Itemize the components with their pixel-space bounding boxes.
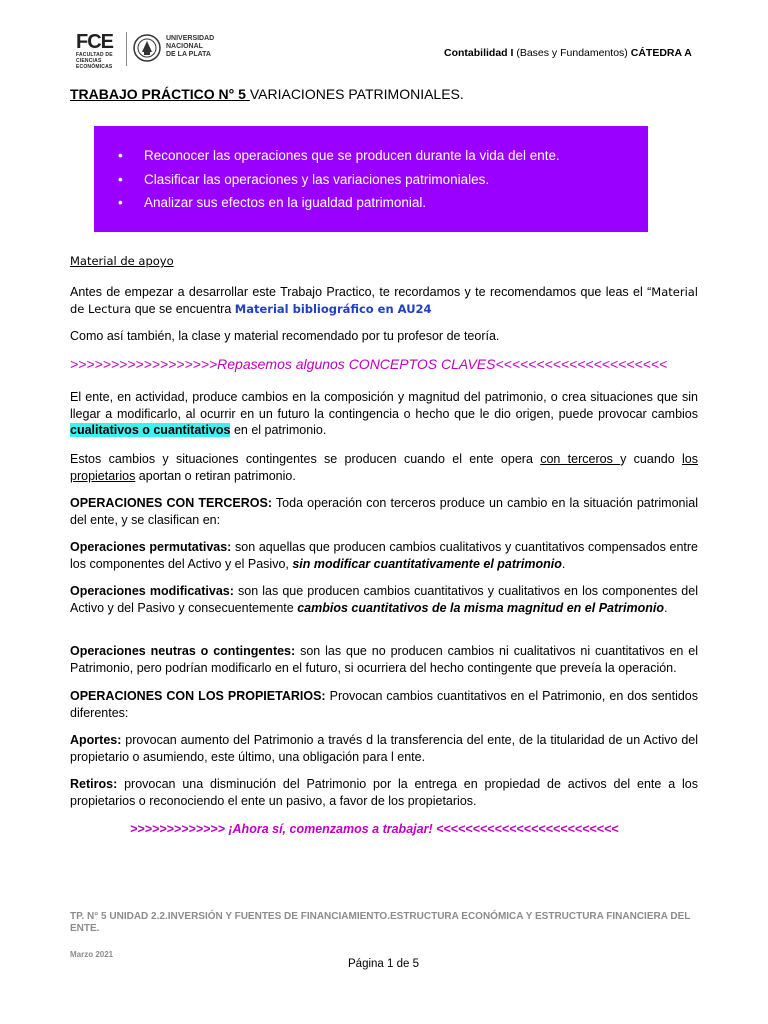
modificativas-emphasis: cambios cuantitativos de la misma magnitud en el Patrimonio — [297, 600, 664, 615]
aportes-text: provocan aumento del Patrimonio a través d la transferencia del ente, de la titularidad de un Activo del propietario o asumiendo, este último, una obligación para l ente. — [70, 733, 698, 764]
aportes-label: Aportes: — [70, 733, 122, 747]
concepts-p2-b: y cuando — [620, 452, 682, 466]
objectives-box — [94, 126, 648, 232]
fce-logo-sub1: FACULTAD DE CIENCIAS — [76, 52, 113, 64]
material-p1-a: Antes de empezar a desarrollar este Trabajo Practico, te recordamos y te recomendamos que leas el “ — [70, 285, 652, 299]
propietarios-paragraph — [70, 688, 698, 721]
concepts-p2-a: Estos cambios y situaciones contingentes se producen cuando el ente opera — [70, 452, 541, 466]
footer-date: Marzo 2021 — [70, 950, 114, 959]
propietarios-text: Provocan cambios cuantitativos en el Patrimonio, en dos sentidos diferentes: — [70, 689, 699, 720]
modificativas-label: Operaciones modificativas: — [70, 584, 234, 598]
permutativas-end: . — [561, 556, 566, 571]
aportes-paragraph — [70, 732, 698, 765]
unlp-seal-icon — [132, 32, 162, 64]
material-paragraph-2: Como así también, la clase y material recomendado por tu profesor de teoría. — [70, 329, 500, 343]
unlp-line2: NACIONAL — [166, 43, 203, 50]
fce-logo-sub2: ECONÓMICAS — [76, 64, 113, 70]
neutras-label: Operaciones neutras o contingentes: — [70, 644, 296, 658]
objective-item — [118, 168, 560, 192]
title-normal: VARIACIONES PATRIMONIALES. — [249, 86, 464, 102]
material-p1-b: Material de Lectura — [70, 285, 698, 316]
terceros-label: OPERACIONES CON TERCEROS: — [70, 496, 273, 510]
start-working-banner: >>>>>>>>>>>>> ¡Ahora sí, comenzamos a trabajar! <<<<<<<<<<<<<<<<<<<<<<<<< — [130, 822, 619, 836]
modificativas-text: son las que producen cambios cuantitativos y cualitativos en los componentes del Activo y del Pasivo y consecuentemente — [70, 584, 698, 615]
logo-divider — [126, 32, 127, 66]
material-p1-c: que se encuentra — [131, 301, 235, 316]
modificativas-paragraph — [70, 583, 698, 616]
title-bold: TRABAJO PRÁCTICO N° 5 — [70, 86, 250, 102]
unlp-line1: UNIVERSIDAD — [166, 35, 215, 42]
objectives-list — [118, 144, 560, 215]
concepts-banner: >>>>>>>>>>>>>>>>>>Repasemos algunos CONCEPTOS CLAVES<<<<<<<<<<<<<<<<<<<<< — [70, 356, 668, 372]
concepts-p1-a: El ente, en actividad, produce cambios en la composición y magnitud del patrimonio, o crea situaciones que sin llegar a modificarlo, al ocurrir en un futuro la contingencia o hecho que le dio origen, puede provocar cambios — [70, 390, 698, 421]
material-paragraph — [70, 284, 698, 317]
page-title — [70, 86, 464, 102]
fce-logo-letters: FCE — [76, 31, 113, 53]
retiros-label: Retiros: — [70, 777, 118, 791]
concepts-paragraph-2 — [70, 451, 698, 484]
page-number: Página 1 de 5 — [348, 958, 419, 970]
objective-item — [118, 144, 560, 168]
objective-text: Reconocer las operaciones que se producen durante la vida del ente. — [144, 148, 560, 163]
concepts-p2-u1: con terceros — [540, 452, 621, 466]
objective-text: Clasificar las operaciones y las variaciones patrimoniales. — [144, 171, 490, 187]
course-catedra: CÁTEDRA A — [630, 47, 692, 59]
concepts-paragraph-1 — [70, 389, 698, 439]
permutativas-paragraph — [70, 539, 698, 572]
permutativas-text: son aquellas que producen cambios cualitativos y cuantitativos compensados entre los componentes del Activo y el Pasivo, — [70, 540, 699, 571]
propietarios-label: OPERACIONES CON LOS PROPIETARIOS: — [70, 689, 326, 703]
unlp-line3: DE LA PLATA — [166, 51, 211, 58]
fce-logo — [76, 31, 122, 70]
neutras-text: son las que no producen cambios ni cualitativos ni cuantitativos en el Patrimonio, pero podrían modificarlo en el futuro, si ocurriera del hecho contingente que preveía la operación. — [70, 644, 698, 675]
terceros-text: Toda operación con terceros produce un cambio en la situación patrimonial del ente, y se clasifican en: — [70, 496, 698, 527]
concepts-p2-c: aportan o retiran patrimonio. — [135, 468, 296, 483]
material-link[interactable]: Material bibliográfico en AU24 — [234, 301, 432, 316]
highlighted-term: cualitativos o cuantitativos — [70, 423, 231, 437]
footer-unit-title: TP. N° 5 UNIDAD 2.2.INVERSIÓN Y FUENTES DE FINANCIAMIENTO.ESTRUCTURA ECONÓMICA Y ESTRUCTURA FINANCIERA DEL ENTE. — [70, 911, 691, 934]
permutativas-emphasis: sin modificar cuantitativamente el patrimonio — [292, 556, 562, 571]
retiros-text: provocan una disminución del Patrimonio por la entrega en propiedad de activos del ente a los propietarios o reconociendo el ente un pasivo, a favor de los propietarios. — [70, 777, 698, 808]
course-name: Contabilidad I — [444, 47, 514, 59]
permutativas-label: Operaciones permutativas: — [70, 540, 232, 554]
bullet-icon: • — [118, 195, 123, 210]
neutras-paragraph — [70, 643, 698, 676]
course-subtitle: (Bases y Fundamentos) — [513, 47, 631, 59]
terceros-paragraph — [70, 495, 698, 528]
objective-item — [118, 191, 560, 215]
concepts-p2-u2: los propietarios — [70, 452, 698, 483]
bullet-icon: • — [118, 171, 123, 187]
unlp-logo-text — [166, 35, 214, 59]
material-heading: Material de apoyo — [70, 254, 174, 268]
concepts-p1-b: en el patrimonio. — [230, 423, 327, 437]
course-title — [444, 47, 692, 59]
modificativas-end: . — [663, 600, 668, 615]
objective-text: Analizar sus efectos en la igualdad patrimonial. — [144, 195, 427, 210]
bullet-icon: • — [118, 148, 123, 163]
retiros-paragraph — [70, 776, 698, 809]
